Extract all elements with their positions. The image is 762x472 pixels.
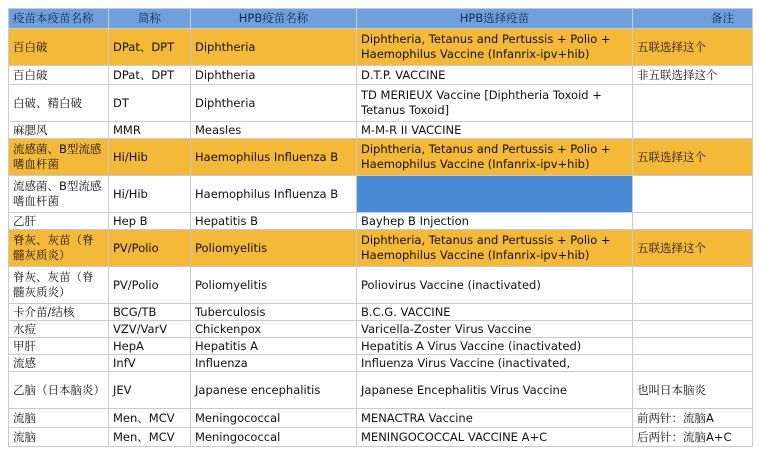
- table-cell[interactable]: VZV/VarV: [109, 321, 191, 338]
- table-cell[interactable]: Meningococcal: [191, 409, 357, 428]
- table-cell[interactable]: DPat、DPT: [109, 29, 191, 66]
- table-cell[interactable]: 流感菌、B型流感嗜血杆菌: [9, 176, 109, 213]
- table-cell[interactable]: 五联选择这个: [633, 29, 753, 66]
- table-cell[interactable]: 麻腮风: [9, 122, 109, 139]
- table-cell[interactable]: Hep B: [109, 213, 191, 230]
- table-cell[interactable]: 甲肝: [9, 338, 109, 355]
- table-row: [9, 409, 753, 428]
- table-cell[interactable]: Hepatitis B: [191, 213, 357, 230]
- table-cell[interactable]: Poliomyelitis: [191, 230, 357, 267]
- header-row: [9, 9, 753, 29]
- table-cell[interactable]: Varicella-Zoster Virus Vaccine: [357, 321, 633, 338]
- table-cell[interactable]: Poliovirus Vaccine (inactivated): [357, 267, 633, 304]
- table-cell[interactable]: [633, 85, 753, 122]
- table-cell[interactable]: [633, 338, 753, 355]
- vaccine-table: [8, 8, 753, 447]
- table-cell[interactable]: 前两针：流脑A: [633, 409, 753, 428]
- table-cell[interactable]: 非五联选择这个: [633, 66, 753, 85]
- table-cell[interactable]: TD MERIEUX Vaccine [Diphtheria Toxoid + Tetanus Toxoid]: [357, 85, 633, 122]
- table-cell[interactable]: [633, 355, 753, 372]
- header-cell[interactable]: 简称: [109, 9, 191, 29]
- table-cell[interactable]: Chickenpox: [191, 321, 357, 338]
- table-cell[interactable]: Tuberculosis: [191, 304, 357, 321]
- table-cell[interactable]: Poliomyelitis: [191, 267, 357, 304]
- table-cell[interactable]: Diphtheria, Tetanus and Pertussis + Polio + Haemophilus Vaccine (Infanrix-ipv+hib): [357, 230, 633, 267]
- table-cell[interactable]: MMR: [109, 122, 191, 139]
- table-cell[interactable]: 水痘: [9, 321, 109, 338]
- table-cell[interactable]: Meningococcal: [191, 428, 357, 447]
- table-cell[interactable]: [357, 176, 633, 213]
- table-row: [9, 338, 753, 355]
- table-cell[interactable]: Hepatitis A: [191, 338, 357, 355]
- table-row: [9, 372, 753, 409]
- table-row: [9, 139, 753, 176]
- table-cell[interactable]: PV/Polio: [109, 267, 191, 304]
- table-cell[interactable]: Japanese Encephalitis Virus Vaccine: [357, 372, 633, 409]
- table-row: [9, 85, 753, 122]
- table-cell[interactable]: B.C.G. VACCINE: [357, 304, 633, 321]
- table-cell[interactable]: JEV: [109, 372, 191, 409]
- table-cell[interactable]: Diphtheria: [191, 85, 357, 122]
- table-cell[interactable]: Diphtheria, Tetanus and Pertussis + Polio + Haemophilus Vaccine (Infanrix-ipv+hib): [357, 29, 633, 66]
- table-cell[interactable]: Measles: [191, 122, 357, 139]
- table-cell[interactable]: 也叫日本脑炎: [633, 372, 753, 409]
- table-cell[interactable]: Men、MCV: [109, 428, 191, 447]
- table-cell[interactable]: 百白破: [9, 29, 109, 66]
- table-cell[interactable]: Haemophilus Influenza B: [191, 139, 357, 176]
- table-row: [9, 66, 753, 85]
- table-cell[interactable]: Hepatitis A Virus Vaccine (inactivated): [357, 338, 633, 355]
- header-cell[interactable]: 疫苗本疫苗名称: [9, 9, 109, 29]
- table-row: [9, 304, 753, 321]
- table-cell[interactable]: D.T.P. VACCINE: [357, 66, 633, 85]
- table-row: [9, 213, 753, 230]
- table-cell[interactable]: 脊灰、灰苗（脊髓灰质炎）: [9, 267, 109, 304]
- table-cell[interactable]: Hi/Hib: [109, 176, 191, 213]
- header-cell[interactable]: 备注: [633, 9, 753, 29]
- table-cell[interactable]: DT: [109, 85, 191, 122]
- table-cell[interactable]: 脊灰、灰苗（脊髓灰质炎）: [9, 230, 109, 267]
- table-cell[interactable]: Influenza: [191, 355, 357, 372]
- table-cell[interactable]: Diphtheria: [191, 29, 357, 66]
- table-cell[interactable]: Diphtheria, Tetanus and Pertussis + Polio + Haemophilus Vaccine (Infanrix-ipv+hib): [357, 139, 633, 176]
- table-row: [9, 230, 753, 267]
- table-cell[interactable]: Men、MCV: [109, 409, 191, 428]
- table-cell[interactable]: [633, 267, 753, 304]
- table-cell[interactable]: 流感: [9, 355, 109, 372]
- table-cell[interactable]: Bayhep B Injection: [357, 213, 633, 230]
- table-cell[interactable]: 流脑: [9, 409, 109, 428]
- table-cell[interactable]: Diphtheria: [191, 66, 357, 85]
- table-cell[interactable]: BCG/TB: [109, 304, 191, 321]
- table-row: [9, 428, 753, 447]
- table-cell[interactable]: HepA: [109, 338, 191, 355]
- table-cell[interactable]: 后两针：流脑A+C: [633, 428, 753, 447]
- table-cell[interactable]: M-M-R II VACCINE: [357, 122, 633, 139]
- table-cell[interactable]: Haemophilus Influenza B: [191, 176, 357, 213]
- header-cell[interactable]: HPB选择疫苗: [357, 9, 633, 29]
- table-cell[interactable]: [633, 213, 753, 230]
- table-cell[interactable]: MENACTRA Vaccine: [357, 409, 633, 428]
- table-cell[interactable]: 流脑: [9, 428, 109, 447]
- table-cell[interactable]: 卡介苗/结核: [9, 304, 109, 321]
- table-cell[interactable]: [633, 176, 753, 213]
- table-row: [9, 176, 753, 213]
- table-cell[interactable]: Influenza Virus Vaccine (inactivated,: [357, 355, 633, 372]
- table-cell[interactable]: MENINGOCOCCAL VACCINE A+C: [357, 428, 633, 447]
- table-cell[interactable]: 流感菌、B型流感嗜血杆菌: [9, 139, 109, 176]
- table-cell[interactable]: Hi/Hib: [109, 139, 191, 176]
- table-cell[interactable]: PV/Polio: [109, 230, 191, 267]
- table-cell[interactable]: 百白破: [9, 66, 109, 85]
- table-row: [9, 122, 753, 139]
- table-row: [9, 29, 753, 66]
- table-cell[interactable]: 五联选择这个: [633, 139, 753, 176]
- table-row: [9, 355, 753, 372]
- table-cell[interactable]: 乙脑（日本脑炎）: [9, 372, 109, 409]
- header-cell[interactable]: HPB疫苗名称: [191, 9, 357, 29]
- table-row: [9, 267, 753, 304]
- table-cell[interactable]: [633, 321, 753, 338]
- table-cell[interactable]: DPat、DPT: [109, 66, 191, 85]
- table-cell[interactable]: 白破、精白破: [9, 85, 109, 122]
- table-cell[interactable]: Japanese encephalitis: [191, 372, 357, 409]
- table-cell[interactable]: InfV: [109, 355, 191, 372]
- table-cell[interactable]: 乙肝: [9, 213, 109, 230]
- table-cell[interactable]: [633, 304, 753, 321]
- table-row: [9, 321, 753, 338]
- table-cell[interactable]: 五联选择这个: [633, 230, 753, 267]
- table-cell[interactable]: [633, 122, 753, 139]
